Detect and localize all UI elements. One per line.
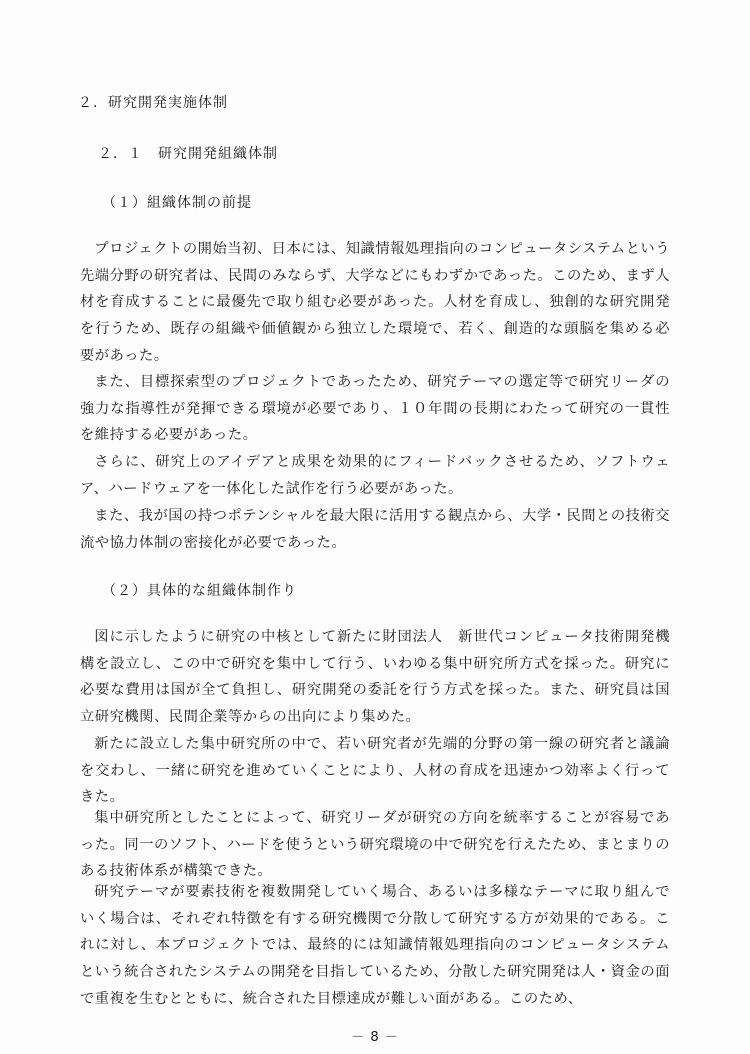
- paragraph: 集中研究所としたことによって、研究リーダが研究の方向を統率することが容易であった。同一のソフト、ハードを使うという研究環境の中で研究を行えたため、まとまりのある技術体系が構築できた。: [80, 810, 670, 880]
- paragraph: また、我が国の持つポテンシャルを最大限に活用する観点から、大学・民間との技術交流や協力体制の密接化が必要であった。: [80, 508, 671, 551]
- paragraph: さらに、研究上のアイデアと成果を効果的にフィードバックさせるため、ソフトウェア、ハードウェアを一体化した試作を行う必要があった。: [80, 454, 670, 497]
- paragraph: 研究テーマが要素技術を複数開発していく場合、あるいは多様なテーマに取り組んでいく場合は、それぞれ特徴を有する研究機関で分散して研究する方が効果的である。これに対し、本プロジェクトでは、最終的には知識情報処理指向のコンピュータシステムという統合されたシステムの開発を目指しているため、分散した研究開発は人・資金の面で重複を生むとともに、統合された目標達成が難しい面がある。このため、: [80, 884, 670, 1007]
- paragraph: 新たに設立した集中研究所の中で、若い研究者が先端的分野の第一線の研究者と議論を交わし、一緒に研究を進めていくことにより、人材の育成を迅速かつ効率よく行ってきた。: [80, 736, 670, 806]
- paragraph: プロジェクトの開始当初、日本には、知識情報処理指向のコンピュータシステムという先端分野の研究者は、民間のみならず、大学などにもわずかであった。このため、まず人材を育成することに最優先で取り組む必要があった。人材を育成し、独創的な研究開発を行うため、既存の組織や価値観から独立した環境で、若く、創造的な頭脳を集める必要があった。: [80, 241, 671, 364]
- chapter-heading: ２．研究開発実施体制: [78, 95, 228, 111]
- section-heading: ２．１ 研究開発組織体制: [98, 146, 278, 162]
- paragraph: また、目標探索型のプロジェクトであったため、研究テーマの選定等で研究リーダの強力な指導性が発揮できる環境が必要であり、１０年間の長期にわたって研究の一貫性を維持する必要があった。: [80, 374, 670, 444]
- subsection-heading-premise: （１）組織体制の前提: [102, 195, 252, 211]
- paragraph: 図に示したように研究の中核として新たに財団法人 新世代コンピュータ技術開発機構を設立し、この中で研究を集中して行う、いわゆる集中研究所方式を採った。研究に必要な費用は国が全て負担し、研究開発の委託を行う方式を採った。また、研究員は国立研究機関、民間企業等からの出向により集めた。: [80, 629, 670, 726]
- page-number: － 8 －: [351, 1030, 399, 1045]
- subsection-heading-organization: （２）具体的な組織体制作り: [102, 583, 297, 599]
